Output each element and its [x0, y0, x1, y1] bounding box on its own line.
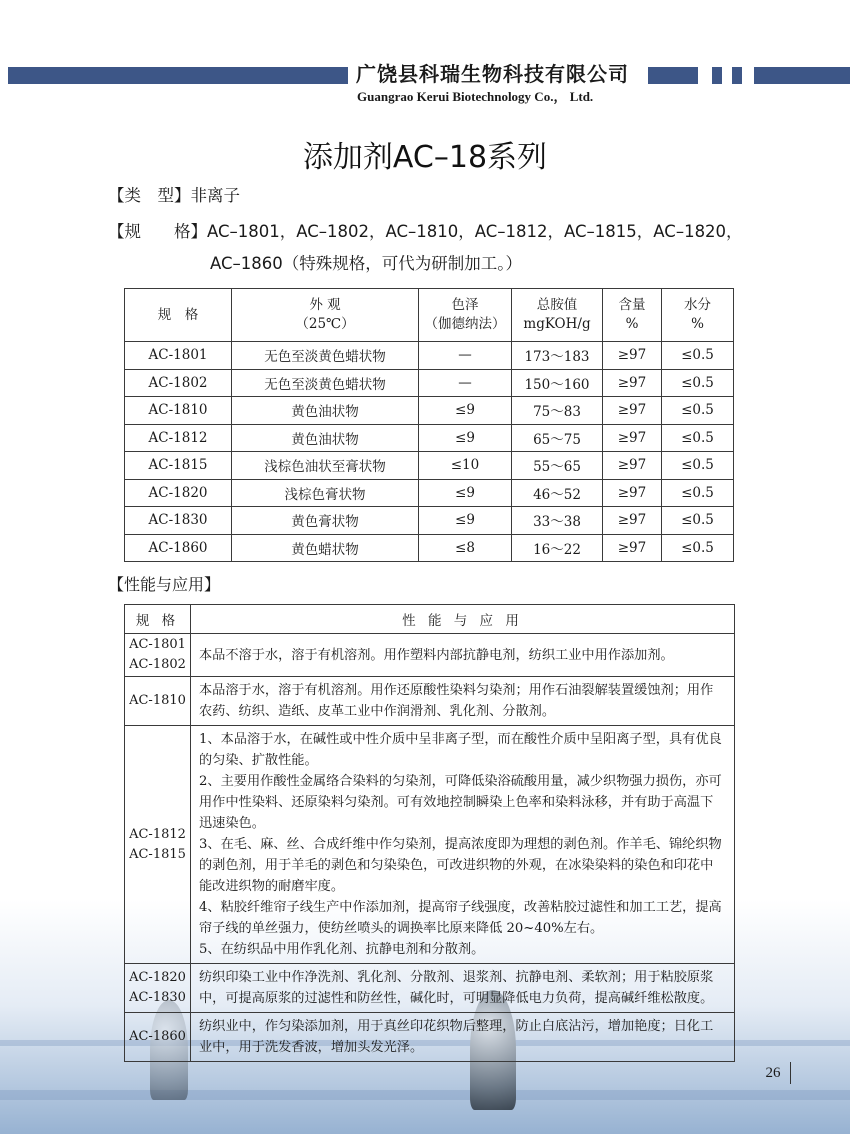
table-cell: —	[419, 369, 512, 397]
header-bar	[8, 67, 348, 84]
table-row	[125, 964, 735, 1013]
table-cell: 无色至淡黄色蜡状物	[232, 342, 419, 370]
table-cell: 46～52	[512, 479, 603, 507]
header-bar	[648, 67, 698, 84]
description-cell	[191, 964, 735, 1013]
grade-cell	[125, 677, 191, 726]
description-text: 5、在纺织品中用作乳化剂、抗静电剂和分散剂。	[199, 942, 485, 957]
table-row	[125, 726, 735, 964]
table-row	[125, 1013, 735, 1062]
grade-label: AC-1810	[129, 693, 186, 708]
grade-cell	[125, 726, 191, 964]
spec-values-line1: AC–1801，AC–1802，AC–1810，AC–1812，AC–1815，AC–1820，	[207, 222, 743, 241]
grade-label: AC-1830	[129, 990, 186, 1005]
table-cell: 黄色膏状物	[232, 507, 419, 535]
grade-label: AC-1815	[129, 846, 186, 862]
table-cell: —	[419, 342, 512, 370]
header-cell	[419, 289, 512, 342]
table-row	[125, 479, 734, 507]
table-cell: ≥97	[603, 507, 662, 535]
header-text: 总胺值	[536, 297, 578, 313]
table-cell: AC-1820	[125, 479, 232, 507]
spec-values-line2: AC–1860（特殊规格，可代为研制加工。）	[210, 254, 523, 273]
table-cell: 黄色油状物	[232, 424, 419, 452]
table-row	[125, 452, 734, 480]
table-cell: 65～75	[512, 424, 603, 452]
table-cell: AC-1830	[125, 507, 232, 535]
table-cell: AC-1860	[125, 534, 232, 562]
header-bar	[732, 67, 742, 84]
table-cell: AC-1810	[125, 397, 232, 425]
table-cell: ≤10	[419, 452, 512, 480]
table-row	[125, 534, 734, 562]
header-subtext: %	[691, 316, 704, 332]
grade-cell	[125, 1013, 191, 1062]
table-cell: AC-1815	[125, 452, 232, 480]
table-row	[125, 677, 735, 726]
table-row	[125, 424, 734, 452]
description-cell	[191, 1013, 735, 1062]
company-name-cn: 广饶县科瑞生物科技有限公司	[356, 62, 629, 86]
header-cell: 性 能 与 应 用	[191, 605, 735, 634]
table-cell: ≤0.5	[662, 534, 734, 562]
spec-table-header	[125, 289, 734, 342]
grade-label: AC-1812	[129, 826, 186, 842]
table-cell: AC-1812	[125, 424, 232, 452]
table-cell: ≥97	[603, 397, 662, 425]
header-subtext: mgKOH/g	[523, 316, 591, 332]
table-cell: ≤9	[419, 479, 512, 507]
description-cell	[191, 677, 735, 726]
page-title: 添加剂AC–18系列	[302, 140, 548, 175]
table-cell: ≤9	[419, 507, 512, 535]
table-cell: ≤8	[419, 534, 512, 562]
table-cell: ≤0.5	[662, 369, 734, 397]
grade-cell	[125, 634, 191, 677]
table-cell: ≥97	[603, 342, 662, 370]
description-text: 本品溶于水，溶于有机溶剂。用作还原酸性染料匀染剂；用作石油裂解装置缓蚀剂；用作农药、纺织、造纸、皮革工业中作润滑剂、乳化剂、分散剂。	[199, 683, 714, 719]
header-text: 外 观	[309, 297, 341, 313]
table-cell: ≥97	[603, 479, 662, 507]
table-cell: ≤9	[419, 424, 512, 452]
header-cell	[512, 289, 603, 342]
header-bar	[712, 67, 722, 84]
page-number: 26	[756, 1062, 791, 1084]
header-text: 含量	[618, 297, 646, 313]
table-cell: AC-1802	[125, 369, 232, 397]
spec-table	[124, 288, 734, 562]
table-cell: ≥97	[603, 424, 662, 452]
spec-line	[108, 218, 743, 242]
description-cell	[191, 634, 735, 677]
grade-label: AC-1801	[129, 637, 186, 652]
description-text: 1、本品溶于水，在碱性或中性介质中呈非离子型，而在酸性介质中呈阳离子型，具有优良的匀染、扩散性能。	[199, 732, 722, 768]
type-value: 非离子	[190, 186, 240, 205]
table-row	[125, 342, 734, 370]
table-cell: 150～160	[512, 369, 603, 397]
table-cell: ≤0.5	[662, 397, 734, 425]
grade-label: AC-1820	[129, 970, 186, 985]
table-cell: ≤0.5	[662, 507, 734, 535]
description-text: 4、粘胶纤维帘子线生产中作添加剂，提高帘子线强度，改善粘胶过滤性和加工工艺，提高帘子线的单丝强力，使纺丝喷头的调换率比原来降低 20~40%左右。	[199, 900, 722, 936]
table-cell: ≤9	[419, 397, 512, 425]
spec-line-2	[210, 250, 522, 274]
header-subtext: %	[625, 316, 639, 332]
description-text: 本品不溶于水，溶于有机溶剂。用作塑料内部抗静电剂，纺织工业中用作添加剂。	[199, 647, 674, 663]
spec-label: 【规 格】	[108, 222, 207, 241]
table-cell: 黄色油状物	[232, 397, 419, 425]
company-name-en: Guangrao Kerui Biotechnology Co.， Ltd.	[357, 89, 594, 104]
table-cell: ≥97	[603, 369, 662, 397]
grade-label: AC-1860	[129, 1029, 186, 1044]
table-cell: 33～38	[512, 507, 603, 535]
table-cell: 75～83	[512, 397, 603, 425]
type-label: 【类 型】	[108, 186, 191, 205]
description-text: 纺织业中，作匀染添加剂，用于真丝印花织物后整理，防止白底沾污，增加艳度；日化工业中，用于洗发香波，增加头发光泽。	[199, 1019, 714, 1055]
description-cell	[191, 726, 735, 964]
table-cell: ≤0.5	[662, 424, 734, 452]
section-label-performance: 【性能与应用】	[108, 575, 221, 594]
description-text: 纺织印染工业中作净洗剂、乳化剂、分散剂、退浆剂、抗静电剂、柔软剂；用于粘胶原浆中，可提高原浆的过滤性和防丝性，碱化时，可明显降低电力负荷，提高碱纤维松散度。	[199, 970, 714, 1006]
table-row	[125, 397, 734, 425]
table-row	[125, 507, 734, 535]
table-cell: ≤0.5	[662, 479, 734, 507]
decorative-stripe	[0, 1090, 850, 1100]
header-cell	[662, 289, 734, 342]
table-row	[125, 634, 735, 677]
table-cell: 黄色蜡状物	[232, 534, 419, 562]
grade-label: AC-1802	[129, 657, 186, 672]
table-row	[125, 369, 734, 397]
header-cell	[125, 289, 232, 342]
table-cell: ≥97	[603, 534, 662, 562]
description-text: 3、在毛、麻、丝、合成纤维中作匀染剂，提高浓度即为理想的剥色剂。作羊毛、锦纶织物的剥色剂，用于羊毛的剥色和匀染染色，可改进织物的外观，在冰染染料的染色和印花中能改进织物的耐磨牢度。	[199, 837, 722, 894]
table-cell: 55～65	[512, 452, 603, 480]
table-cell: 浅棕色膏状物	[232, 479, 419, 507]
table-cell: 浅棕色油状至膏状物	[232, 452, 419, 480]
header-subtext: （25℃）	[295, 316, 355, 332]
performance-table-header	[125, 605, 735, 634]
table-cell: ≤0.5	[662, 452, 734, 480]
table-cell: AC-1801	[125, 342, 232, 370]
header-cell	[603, 289, 662, 342]
header-text: 规 格	[157, 306, 199, 323]
description-text: 2、主要用作酸性金属络合染料的匀染剂，可降低染浴硫酸用量，减少织物强力损伤，亦可用作中性染料、还原染料匀染剂。可有效地控制瞬染上色率和染料泳移，并有助于高温下迅速染色。	[199, 774, 722, 831]
table-cell: 无色至淡黄色蜡状物	[232, 369, 419, 397]
header-bar	[754, 67, 850, 84]
table-cell: 16～22	[512, 534, 603, 562]
header-text: 水分	[684, 297, 711, 313]
performance-table	[124, 604, 735, 1062]
header-text: 色泽	[451, 297, 479, 313]
header-subtext: （伽德纳法）	[424, 316, 506, 332]
header-cell: 规 格	[125, 605, 191, 634]
grade-cell	[125, 964, 191, 1013]
table-cell: ≤0.5	[662, 342, 734, 370]
table-cell: 173～183	[512, 342, 603, 370]
type-line	[108, 182, 240, 206]
table-cell: ≥97	[603, 452, 662, 480]
header-cell	[232, 289, 419, 342]
